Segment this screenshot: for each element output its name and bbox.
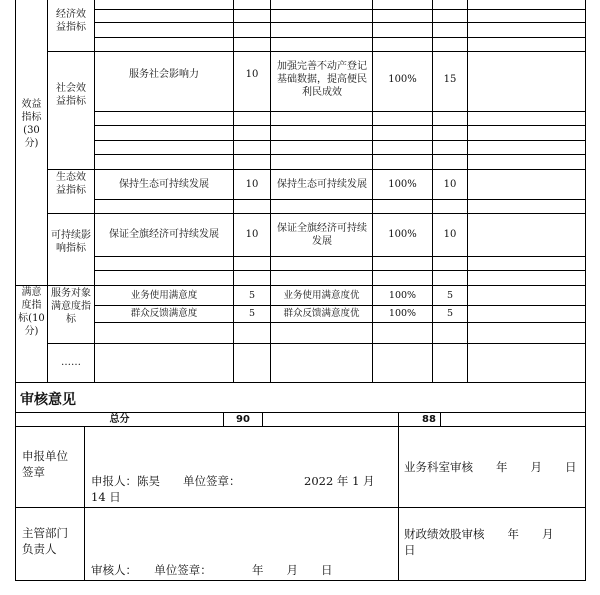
- satisfaction-2-score: 5: [248, 308, 256, 319]
- ecological-result: 10: [443, 178, 457, 190]
- satisfaction-2-result: 5: [446, 308, 454, 319]
- social-result: 15: [443, 74, 457, 85]
- social-target: 加强完善不动产登记基础数据，提高便民利民成效: [277, 61, 367, 98]
- total-score: 90: [236, 413, 250, 425]
- satisfaction-1-rate: 100%: [388, 289, 417, 301]
- ecological-score: 10: [245, 178, 259, 190]
- ecological-indicator: 保持生态可持续发展: [119, 178, 209, 190]
- subcategory-economic: 经济效益指标: [56, 9, 86, 33]
- ecological-rate: 100%: [388, 178, 417, 190]
- business-review: 业务科室审核 年 月 日: [404, 460, 577, 474]
- subcategory-social: 社会效益指标: [56, 83, 86, 107]
- sustainable-score: 10: [245, 229, 259, 240]
- total-result: 88: [422, 413, 436, 425]
- social-indicator: 服务社会影响力: [129, 69, 199, 80]
- sustainable-result: 10: [443, 229, 457, 240]
- satisfaction-1-result: 5: [446, 289, 454, 301]
- satisfaction-1-target: 业务使用满意度优: [283, 289, 360, 301]
- category-satisfaction-indicators: 满意度指标(10分): [18, 287, 45, 337]
- social-rate: 100%: [388, 74, 417, 85]
- ecological-target: 保持生态可持续发展: [277, 179, 367, 190]
- applicant-date: 2022 年 1 月 14 日: [91, 474, 375, 504]
- supervisor-label: 主管部门负责人: [22, 526, 68, 556]
- reviewer-line: 审核人： 单位签章： 年 月 日: [91, 563, 333, 577]
- satisfaction-2-indicator: 群众反馈满意度: [130, 308, 198, 319]
- finance-review: 财政绩效股审核 年 月日: [404, 527, 554, 557]
- subcategory-service-target: 服务对象满意度指标: [51, 288, 91, 325]
- subcategory-ellipsis: ……: [61, 357, 81, 368]
- subcategory-ecological: 生态效益指标: [56, 172, 86, 196]
- applicant-unit-label: 申报单位签章: [22, 449, 68, 479]
- satisfaction-2-rate: 100%: [388, 308, 417, 319]
- category-effect-indicators: 效益指标(30分): [21, 99, 42, 149]
- sustainable-target: 保证全旗经济可持续发展: [277, 223, 367, 247]
- sustainable-rate: 100%: [388, 229, 417, 240]
- satisfaction-1-score: 5: [248, 289, 256, 301]
- total-label: 总分: [109, 413, 130, 425]
- applicant-line: 申报人：陈昊 单位签章：: [91, 474, 241, 488]
- social-score: 10: [245, 69, 259, 80]
- review-title: 审核意见: [20, 392, 76, 408]
- satisfaction-2-target: 群众反馈满意度优: [283, 308, 360, 319]
- subcategory-sustainable: 可持续影响指标: [51, 230, 91, 254]
- satisfaction-1-indicator: 业务使用满意度: [130, 289, 198, 301]
- sustainable-indicator: 保证全旗经济可持续发展: [109, 229, 219, 240]
